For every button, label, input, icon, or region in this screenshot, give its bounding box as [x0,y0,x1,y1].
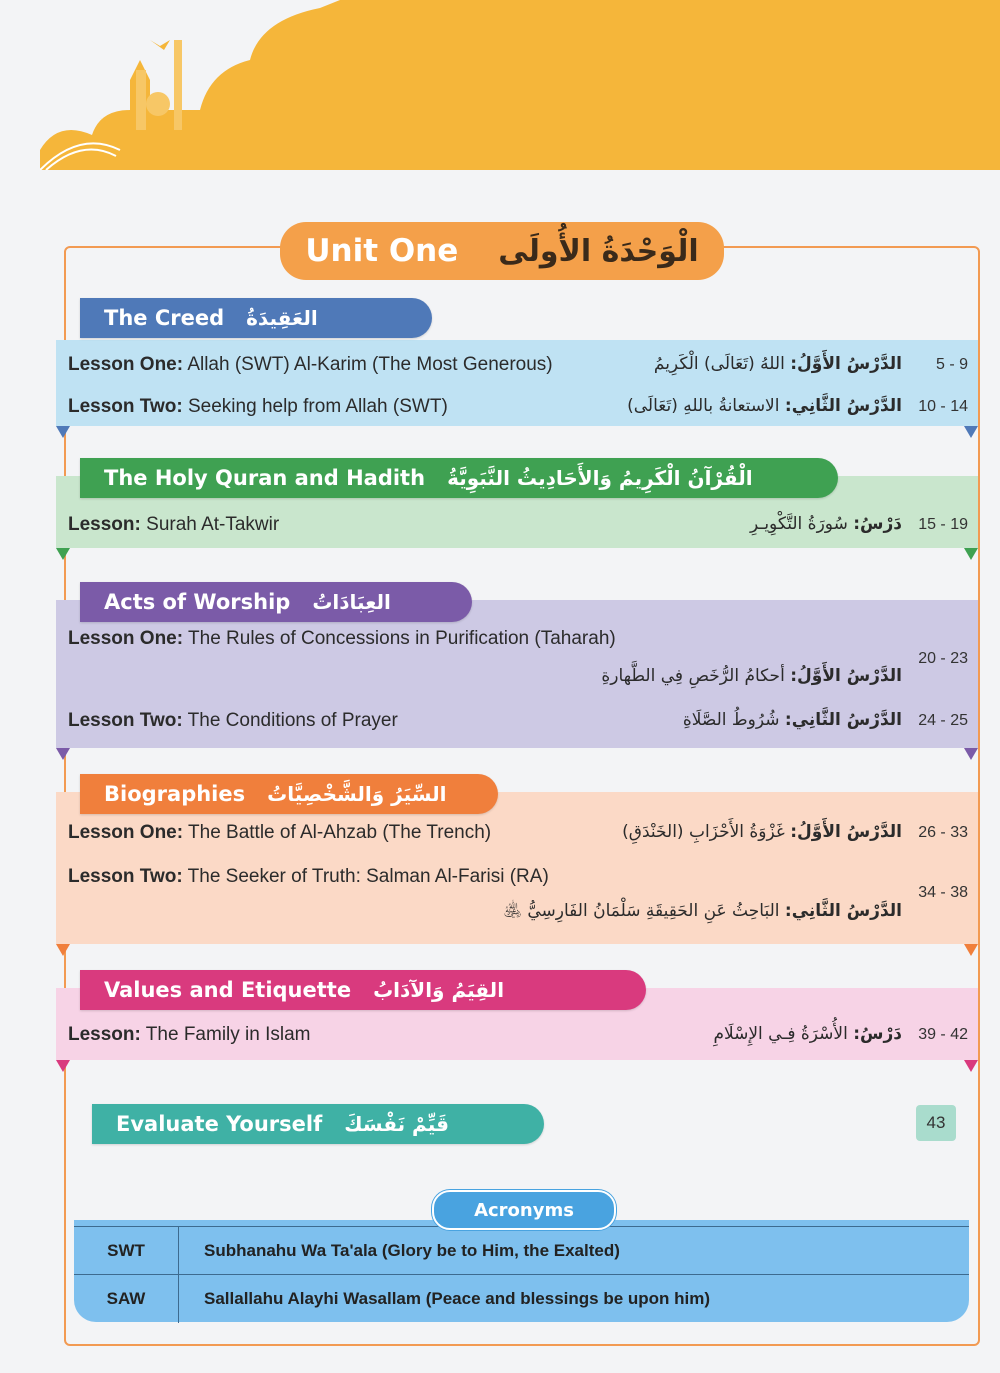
section-title-ar: قَيِّمْ نَفْسَكَ [344,1112,450,1136]
section-tab [964,426,978,438]
section-tab [964,548,978,560]
unit-title-ar: الْوَحْدَةُ الأُولَى [498,233,699,269]
page-range: 26 - 33 [918,824,968,841]
section-header [80,582,472,622]
page-range: 5 - 9 [935,356,968,373]
section-title-ar: الْقُرْآنُ الْكَرِيمُ وَالأَحَادِيثُ النَّبَوِيَّةُ [447,466,753,490]
section-title-en: Evaluate Yourself [116,1112,323,1136]
section-body [56,792,978,944]
lesson-title-ar: الأُسْرَةُ فِـي الإِسْلَامِ [713,1024,848,1044]
lesson-title-ar: غَزْوَةُ الأَحْزَابِ (الخَنْدَقِ) [622,822,785,842]
section-tab [964,1060,978,1072]
section-tab [964,748,978,760]
page-range: 20 - 23 [918,650,968,667]
acronyms-table [74,1220,969,1322]
lesson-label-ar: الدَّرْسُ الثَّانِي: [784,396,902,416]
lesson-title: The Battle of Al-Ahzab (The Trench) [188,822,492,843]
section-title-en: Acts of Worship [104,590,291,614]
acronym-row [74,1274,969,1323]
lesson-label-ar: الدَّرْسُ الأَوَّلُ: [790,666,902,686]
acronym-row [74,1226,969,1275]
lesson-row[interactable] [56,706,978,740]
acronym-text: Subhanahu Wa Ta'ala (Glory be to Him, the Exalted) [204,1241,620,1260]
section-title-en: Biographies [104,782,246,806]
section-tab [56,944,70,956]
lesson-label-ar: دَرْسُ: [853,514,902,534]
lesson-title: Seeking help from Allah (SWT) [188,396,448,417]
lesson-row[interactable] [56,510,978,544]
section-title-en: Values and Etiquette [104,978,352,1002]
acronym-abbr: SAW [74,1275,179,1323]
section-header [80,970,646,1010]
lesson-title: The Conditions of Prayer [187,710,398,731]
section-body [56,340,978,426]
section-title-en: The Creed [104,306,225,330]
section-body [56,600,978,748]
lesson-label: Lesson One: [68,354,184,375]
lesson-title-ar: اللهُ (تَعَالَى) الْكَرِيمُ [653,354,785,374]
section-header [80,298,432,338]
lesson-label-ar: الدَّرْسُ الأَوَّلُ: [790,822,902,842]
section-title-ar: العَقِيدَةُ [246,306,318,330]
lesson-title-ar: أحكامُ الرُّخَصِ فِي الطَّهارةِ [601,666,785,686]
unit-title-en: Unit One [305,233,459,269]
acronyms-title: Acronyms [432,1190,616,1230]
page-range: 24 - 25 [918,712,968,729]
lesson-title-ar: سُورَةُ التَّكْوِيـرِ [749,514,848,534]
section-header [80,774,498,814]
section-tab [56,1060,70,1072]
section-title-ar: العِبَادَاتُ [312,590,391,614]
section-tab [56,426,70,438]
page-range: 34 - 38 [918,884,968,901]
section-title-ar: السِّيَرُ وَالشَّخْصِيَّاتُ [267,782,447,806]
lesson-label: Lesson One: [68,628,184,649]
lesson-title-ar: البَاحِثُ عَنِ الحَقِيقَةِ سَلْمَانُ الفَارِسِيُّ ﵁ [503,901,780,921]
section-tab [56,548,70,560]
unit-banner [280,222,724,280]
lesson-row[interactable] [56,624,978,694]
lesson-label-ar: الدَّرْسُ الأَوَّلُ: [790,354,902,374]
lesson-label-ar: دَرْسُ: [853,1024,902,1044]
lesson-title-ar: شُرُوطُ الصَّلَاةِ [682,710,780,730]
page-number: 43 [916,1105,956,1141]
section-title-ar: القِيَمُ وَالآدَابُ [373,978,505,1002]
lesson-label: Lesson: [68,1024,141,1045]
lesson-title: Surah At-Takwir [146,514,280,535]
lesson-label: Lesson Two: [68,710,183,731]
lesson-row[interactable] [56,864,978,934]
lesson-title: The Rules of Concessions in Purification (Taharah) [188,628,616,649]
lesson-title-ar: الاستعانةُ باللهِ (تَعَالَى) [627,396,780,416]
lesson-row[interactable] [56,390,978,424]
lesson-label-ar: الدَّرْسُ الثَّانِي: [784,710,902,730]
page-range: 10 - 14 [918,398,968,415]
section-tab [964,944,978,956]
top-decoration [40,0,1000,170]
page-range: 39 - 42 [918,1026,968,1043]
lesson-label: Lesson Two: [68,396,183,417]
section-tab [56,748,70,760]
lesson-row[interactable] [56,348,978,382]
lesson-label: Lesson: [68,514,141,535]
lesson-label-ar: الدَّرْسُ الثَّانِي: [784,901,902,921]
acronym-abbr: SWT [74,1227,179,1275]
lesson-label: Lesson Two: [68,866,183,887]
acronym-text: Sallallahu Alayhi Wasallam (Peace and blessings be upon him) [204,1289,711,1308]
lesson-label: Lesson One: [68,822,184,843]
section-header[interactable] [92,1104,544,1144]
section-title-en: The Holy Quran and Hadith [104,466,426,490]
lesson-row[interactable] [56,1020,978,1054]
page-range: 15 - 19 [918,516,968,533]
lesson-title: Allah (SWT) Al-Karim (The Most Generous) [187,354,553,375]
lesson-title: The Family in Islam [145,1024,311,1045]
section-header [80,458,838,498]
lesson-title: The Seeker of Truth: Salman Al-Farisi (RA) [187,866,549,887]
lesson-row[interactable] [56,818,978,852]
